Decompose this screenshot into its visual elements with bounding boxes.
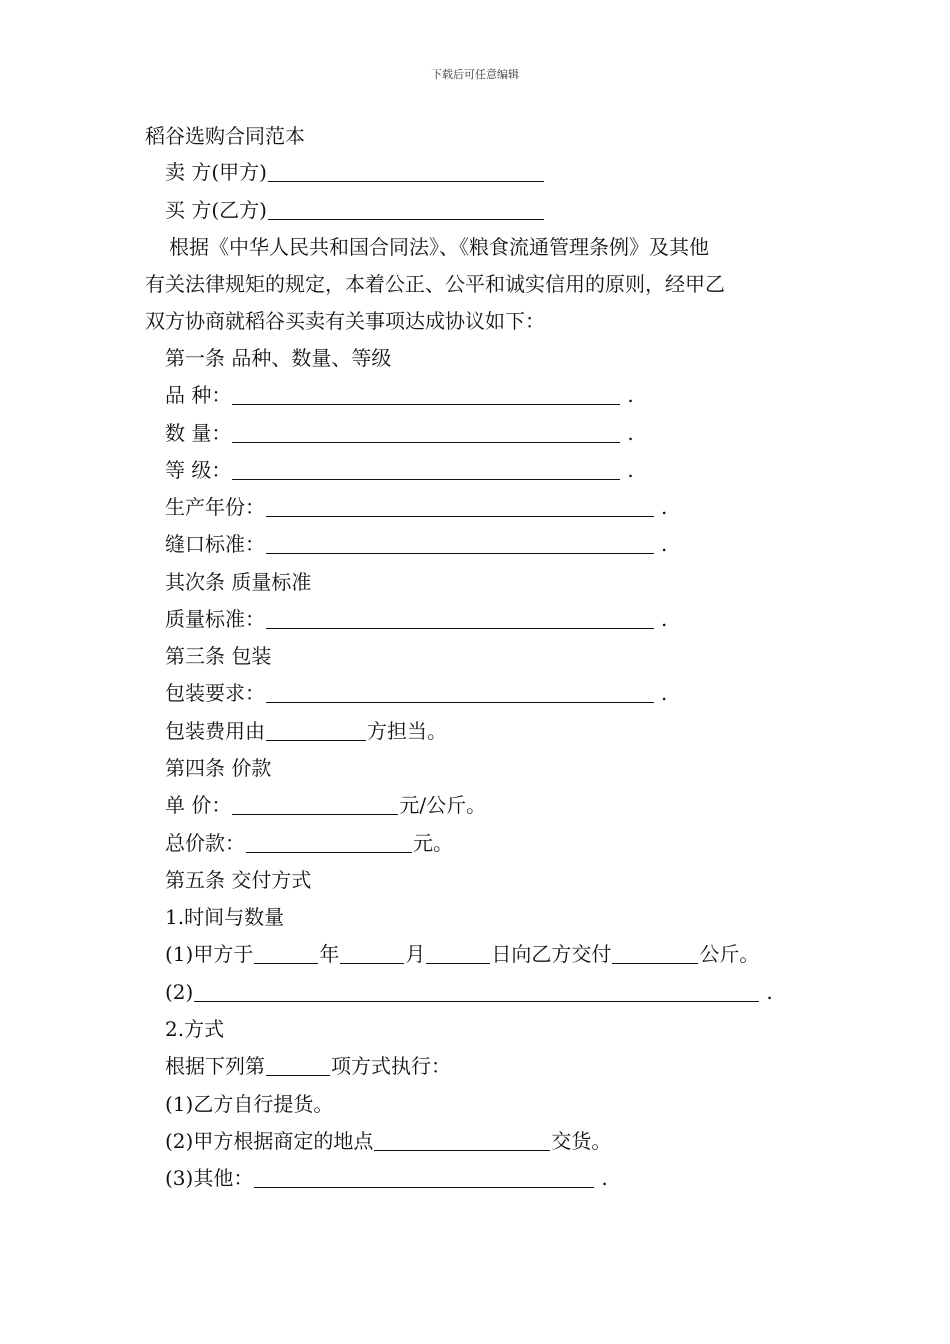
seller-line — [165, 157, 545, 187]
month-blank — [340, 942, 404, 964]
seam-standard-blank — [266, 532, 654, 554]
packaging-requirement-blank — [266, 681, 654, 703]
line-end-mark: . — [661, 532, 668, 556]
method-choice-text: 根据下列第 — [165, 1054, 265, 1078]
kilogram-blank — [612, 942, 698, 964]
quantity-label: 数 量： — [165, 421, 232, 445]
production-year-line — [165, 492, 667, 522]
method-subheading: 2.方式 — [165, 1017, 225, 1041]
delivery-location-blank — [374, 1129, 550, 1151]
variety-line — [165, 380, 634, 410]
unit-price-label: 单 价： — [165, 793, 232, 817]
packaging-fee-blank — [266, 719, 366, 741]
seller-blank — [268, 160, 544, 182]
page-header: 下载后可任意编辑 — [431, 68, 519, 81]
quality-standard-blank — [266, 607, 654, 629]
delivery-text: 公斤。 — [699, 942, 760, 966]
option-2-text: 交货。 — [551, 1129, 612, 1153]
grade-blank — [232, 458, 620, 480]
packaging-requirement-line — [165, 678, 667, 708]
option-1-line: (1)乙方自行提货。 — [165, 1092, 334, 1116]
method-choice-line — [165, 1051, 451, 1081]
option-2-line — [165, 1126, 611, 1156]
grade-line — [165, 455, 634, 485]
article-2-heading: 其次条 质量标准 — [165, 570, 312, 594]
variety-label: 品 种： — [165, 383, 232, 407]
seam-standard-label: 缝口标准： — [165, 532, 265, 556]
variety-blank — [232, 383, 620, 405]
quality-standard-label: 质量标准： — [165, 607, 265, 631]
grade-label: 等 级： — [165, 458, 232, 482]
option-3-line — [165, 1163, 608, 1193]
delivery-text: 年 — [319, 942, 340, 966]
intro-line: 双方协商就稻谷买卖有关事项达成协议如下： — [145, 309, 545, 333]
packaging-fee-text: 方担当。 — [367, 719, 447, 743]
line-end-mark: . — [627, 458, 634, 482]
total-price-label: 总价款： — [165, 831, 245, 855]
packaging-requirement-label: 包装要求： — [165, 681, 265, 705]
line-end-mark: . — [661, 495, 668, 519]
production-year-blank — [266, 495, 654, 517]
article-5-heading: 第五条 交付方式 — [165, 868, 312, 892]
packaging-fee-text: 包装费用由 — [165, 719, 265, 743]
buyer-line — [165, 195, 545, 225]
delivery-item-2-line — [165, 977, 773, 1007]
quantity-blank — [232, 421, 620, 443]
line-end-mark: . — [601, 1166, 608, 1190]
unit-price-line — [165, 790, 486, 820]
packaging-fee-line — [165, 716, 447, 746]
delivery-schedule-line — [165, 939, 759, 969]
option-2-text: (2)甲方根据商定的地点 — [165, 1129, 374, 1153]
quantity-line — [165, 418, 634, 448]
buyer-blank — [268, 198, 544, 220]
seam-standard-line — [165, 529, 667, 559]
day-blank — [426, 942, 490, 964]
production-year-label: 生产年份： — [165, 495, 265, 519]
article-4-heading: 第四条 价款 — [165, 756, 272, 780]
option-3-blank — [254, 1166, 594, 1188]
seller-label: 卖 方(甲方) — [165, 160, 267, 184]
buyer-label: 买 方(乙方) — [165, 198, 267, 222]
delivery-item-2-label: (2) — [165, 980, 194, 1004]
line-end-mark: . — [661, 607, 668, 631]
unit-price-suffix: 元/公斤。 — [399, 793, 487, 817]
intro-line: 根据《中华人民共和国合同法》、《粮食流通管理条例》及其他 — [169, 235, 709, 259]
delivery-text: (1)甲方于 — [165, 942, 254, 966]
year-blank — [254, 942, 318, 964]
delivery-text: 月 — [405, 942, 426, 966]
article-3-heading: 第三条 包装 — [165, 644, 272, 668]
method-choice-blank — [266, 1054, 330, 1076]
delivery-item-2-blank — [194, 980, 759, 1002]
unit-price-blank — [232, 793, 398, 815]
total-price-blank — [246, 831, 412, 853]
quality-standard-line — [165, 604, 667, 634]
article-1-heading: 第一条 品种、数量、等级 — [165, 346, 392, 370]
total-price-suffix: 元。 — [413, 831, 453, 855]
document-title: 稻谷选购合同范本 — [145, 124, 305, 148]
delivery-text: 日向乙方交付 — [491, 942, 612, 966]
intro-paragraph — [145, 229, 810, 340]
method-choice-text: 项方式执行： — [331, 1054, 451, 1078]
intro-line: 有关法律规矩的规定，本着公正、公平和诚实信用的原则，经甲乙 — [145, 272, 725, 296]
total-price-line — [165, 828, 453, 858]
line-end-mark: . — [766, 980, 773, 1004]
time-quantity-subheading: 1.时间与数量 — [165, 905, 285, 929]
line-end-mark: . — [627, 383, 634, 407]
option-3-label: (3)其他： — [165, 1166, 254, 1190]
line-end-mark: . — [661, 681, 668, 705]
line-end-mark: . — [627, 421, 634, 445]
